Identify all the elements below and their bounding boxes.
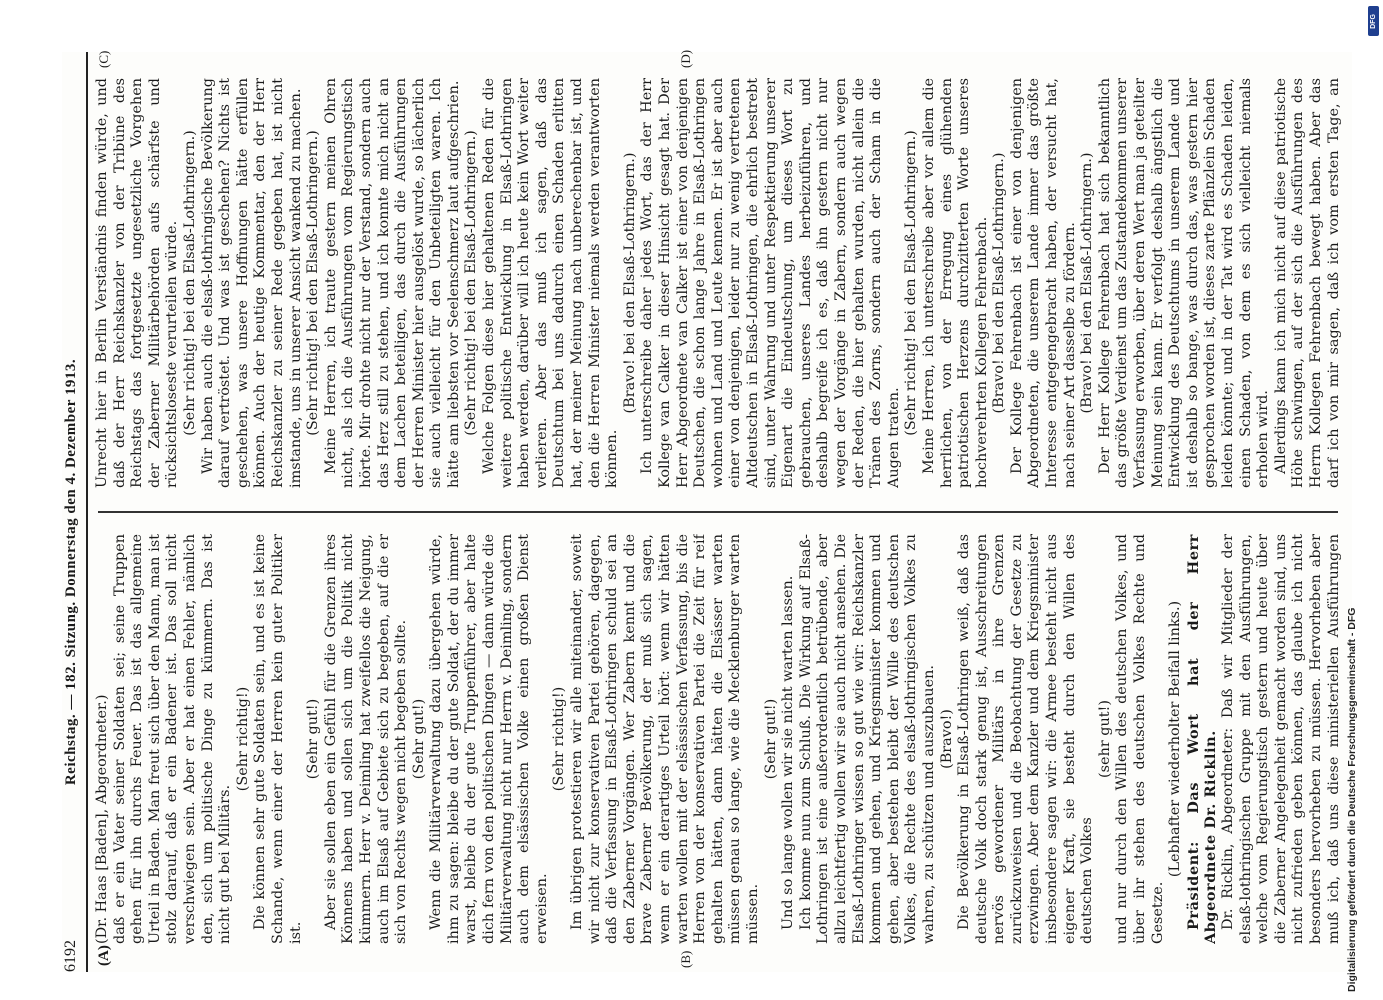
digitization-credit: Digitalisierung gefördert durch die Deutsche Forschungsgemeinschaft - DFG	[1346, 607, 1358, 992]
margin-letter-c: (C)	[96, 50, 111, 68]
speaker-paragraph: Dr. Ricklin, Abgeordneter: Daß wir Mitglieder der elsaß-lothringischen Gruppe mit den Ausführungen, welche vom Regierungstisch gestern und heute über die Zaberner Angelegenheit gemacht worden sind, uns nicht zufrieden geben können, das glaube ich nicht besonders hervorheben zu müssen. Hervorheben aber muß ich, daß uns diese ministeriellen Ausführungen	[1220, 534, 1342, 944]
interjection: (Sehr richtig! bei den Elsaß-Lothringern.)	[305, 130, 322, 436]
margin-letter-d: (D)	[678, 49, 693, 68]
speaker-paragraph: Präsident: Das Wort hat der Herr Abgeordnete Dr. Ricklin.	[1184, 534, 1220, 944]
interjection: (Bravo! bei den Elsaß-Lothringern.)	[621, 152, 638, 414]
interjection: (Sehr gut!)	[305, 698, 322, 780]
dfg-logo-text: DFG	[1370, 13, 1377, 29]
paragraph: Die können sehr gute Soldaten sein, und es ist keine Schande, wenn einer der Herren kein guter Politiker ist.	[252, 534, 304, 944]
paragraph: Der Kollege Fehrenbach ist einer von denjenigen Abgeordneten, die unserem Lande immer das größte Interesse entgegengebracht haben, der versucht hat, nach seiner Art dasselbe zu fördern.	[1008, 78, 1078, 488]
paragraph: Und so lange wollen wir sie nicht warten lassen.	[780, 575, 797, 930]
paragraph: Aber sie sollen eben ein Gefühl für die Grenzen ihres Könnens haben und sollen sich um die Politik nicht kümmern. Herr v. Deimling hat zweifellos die Neigung, auch im Elsaß auf Gebiete sich zu begeben, auf die er sich von Rechts wegen nicht begeben sollte.	[322, 534, 410, 944]
interjection: (Bravo! bei den Elsaß-Lothringern.)	[991, 152, 1008, 414]
paragraph: Ich komme nun zum Schluß. Die Wirkung auf Elsaß-Lothringen ist eine außerordentlich betrübende, aber allzu leichtfertig wollen wir sie auch nicht ansehen. Die Elsaß-Lothringer wissen so gut wie wir: Reichskanzler kommen und gehen, und Kriegsminister kommen und gehen, aber bestehen bleibt der Wille des deutschen Volkes, die Rechte des elsaß-lothringischen Volkes zu wahren, zu schützen und auszubauen.	[797, 534, 937, 944]
paragraph: (Dr. Haas [Baden], Abgeordneter.)	[94, 694, 110, 944]
interjection: (Lebhafter wiederholter Beifall links.)	[1167, 600, 1184, 878]
interjection: (Bravo!)	[938, 709, 955, 769]
interjection: (Sehr gut!)	[762, 698, 779, 780]
interjection: (sehr gut!)	[1096, 700, 1113, 778]
margin-letter-b: (B)	[678, 950, 693, 968]
paragraph: Meine Herren, ich traute gestern meinen Ohren nicht, als ich die Ausführungen vom Regierungstisch hörte. Mir drohte nicht nur der Verstand, sondern auch das Herz still zu stehen, und ich konnte mich nicht an dem Lachen beteiligen, das durch die Ausführungen der Herren Minister hier ausgelöst wurde, so lächerlich sie auch vielleicht für den Unbeteiligten waren. Ich hätte am liebsten vor Seelenschmerz laut aufgeschrien.	[322, 78, 462, 488]
column-divider	[98, 511, 1338, 513]
paragraph: und nur durch den Willen des deutschen Volkes, und über ihr stehen des deutschen Volkes Rechte und Gesetze.	[1114, 534, 1166, 944]
paragraph: Der Herr Kollege Fehrenbach hat sich bekanntlich das größte Verdienst um das Zustandekommen unserer Verfassung erworben, über deren Wert man ja geteilter Meinung sein kann. Er verfolgt deshalb ängstlich die Entwicklung des Deutschtums in unserem Lande und ist deshalb so bange, was durch das, was gestern hier gesprochen worden ist, dieses zarte Pflänzlein Schaden leiden könnte; und in der Tat wird es Schaden leiden, einen Schaden, von dem es sich vielleicht niemals erholen wird.	[1096, 78, 1272, 488]
document-page	[62, 49, 1352, 972]
paragraph: Unrecht hier in Berlin Verständnis finden würde, und daß der Herr Reichskanzler von der Tribüne des Reichstags das fortgesetzte ungesetzliche Vorgehen der Zaberner Militärbehörden aufs schärfste und rücksichtsloseste verurteilen würde.	[94, 78, 181, 488]
text-column-left	[94, 534, 1344, 944]
interjection: (Sehr richtig!)	[234, 686, 251, 792]
paragraph: Allerdings kann ich mich nicht auf diese patriotische Höhe schwingen, auf der sich die Ausführungen des Herrn Kollegen Fehrenbach bewegt haben. Aber das darf ich von mir sagen, daß ich vom ersten Tage, an	[1272, 78, 1342, 488]
interjection: (Sehr richtig! bei den Elsaß-Lothringern.)	[903, 130, 920, 436]
page-title: Reichstag. — 182. Sitzung. Donnerstag den 4. Dezember 1913.	[63, 358, 79, 786]
interjection: (Sehr richtig!)	[551, 686, 568, 792]
paragraph: daß er ein Vater seiner Soldaten sei; seine Truppen gehen für ihn durchs Feuer. Das ist das allgemeine Urteil in Baden. Man freut sich über den Mann, man ist stolz darauf, daß er ein Badener ist. Das soll nicht verschwiegen sein. Aber er hat einen Fehler, nämlich den, sich um politische Dinge zu kümmern. Das ist nicht gut bei Militärs.	[111, 534, 234, 944]
interjection: (Sehr gut!)	[410, 698, 427, 780]
paragraph: Meine Herren, ich unterschreibe aber vor allem die herrlichen, von der Erregung eines glühenden patriotischen Herzens durchzitterten Worte unseres hochverehrten Kollegen Fehrenbach.	[920, 78, 990, 488]
paragraph: Wir haben auch die elsaß-lothringische Bevölkerung darauf vertröstet. Und was ist geschehen? Nichts ist geschehen, was unsere Hoffnungen hätte erfüllen können. Auch der heutige Kommentar, den der Herr Reichskanzler zu seiner Rede gegeben hat, ist nicht imstande, uns in unserer Ansicht wankend zu machen.	[199, 78, 304, 488]
page-number: 6192	[62, 940, 79, 972]
text-column-right	[94, 78, 1344, 488]
margin-letter-a: (A)	[96, 945, 112, 966]
paragraph: Wenn die Militärverwaltung dazu übergehen würde, ihm zu sagen: bleibe du der gute Soldat, der du immer warst, bleibe du der gute Truppenführer, aber halte dich fern von den politischen Dingen — dann würde die Militärverwaltung nicht nur Herrn v. Deimling, sondern auch dem elsässischen Volke einen großen Dienst erweisen.	[428, 534, 550, 944]
paragraph: Die Bevölkerung in Elsaß-Lothringen weiß, daß das deutsche Volk doch stark genug ist, Ausschreitungen nervös gewordener Militärs in ihre Grenzen zurückzuweisen und die Beobachtung der Gesetze zu erzwingen. Aber dem Kanzler und dem Kriegsminister insbesondere sagen wir: die Armee besteht nicht aus eigener Kraft, sie besteht durch den Willen des deutschen Volkes	[956, 534, 1096, 944]
dfg-logo-icon	[1368, 6, 1379, 36]
interjection: (Sehr richtig! bei den Elsaß-Lothringern.)	[463, 130, 480, 436]
paragraph: Welche Folgen diese hier gehaltenen Reden für die weitere politische Entwicklung in Elsaß-Lothringen haben werden, darüber will ich heute kein Wort weiter verlieren. Aber das muß ich sagen, daß das Deutschtum bei uns dadurch einen Schaden erlitten hat, der meiner Meinung nach unberechenbar ist, und den die Herren Minister niemals werden verantworten können.	[481, 78, 621, 488]
paragraph: Im übrigen protestieren wir alle miteinander, soweit wir nicht zur konservativen Partei gehören, dagegen, daß die Verfassung in Elsaß-Lothringen schuld sei an den Zaberner Vorgängen. Wer Zabern kennt und die brave Zaberner Bevölkerung, der muß sich sagen, wenn er ein derartiges Urteil hört: wenn wir hätten warten wollen mit der elsässischen Verfassung, bis die Herren von der konservativen Partei die Zeit für reif gehalten hätten, dann hätten die Elsässer warten müssen genau so lange, wie die Mecklenburger warten müssen.	[569, 534, 761, 944]
paragraph: Ich unterschreibe daher jedes Wort, das der Herr Kollege van Calker in dieser Hinsicht gesagt hat. Der Herr Abgeordnete van Calker ist einer von denjenigen Deutschen, die schon lange Jahre in Elsaß-Lothringen wohnen und Land und Leute kennen. Er ist aber auch einer von denjenigen, leider nur zu wenig vertretenen Altdeutschen in Elsaß-Lothringen, die ehrlich bestrebt sind, unter Wahrung und unter Respektierung unserer Eigenart die Eindeutschung, um dieses Wort zu gebrauchen, unseres Landes herbeizuführen, und deshalb begreife ich es, daß ihn gestern nicht nur wegen der Vorgänge in Zabern, sondern auch wegen der Reden, die hier gehalten wurden, nicht allein die Tränen des Zorns, sondern auch der Scham in die Augen traten.	[639, 78, 902, 488]
interjection: (Bravo! bei den Elsaß-Lothringern.)	[1079, 152, 1096, 414]
running-head	[62, 52, 84, 972]
header-rule	[86, 52, 88, 972]
interjection: (Sehr richtig! bei den Elsaß-Lothringern.)	[181, 130, 198, 436]
